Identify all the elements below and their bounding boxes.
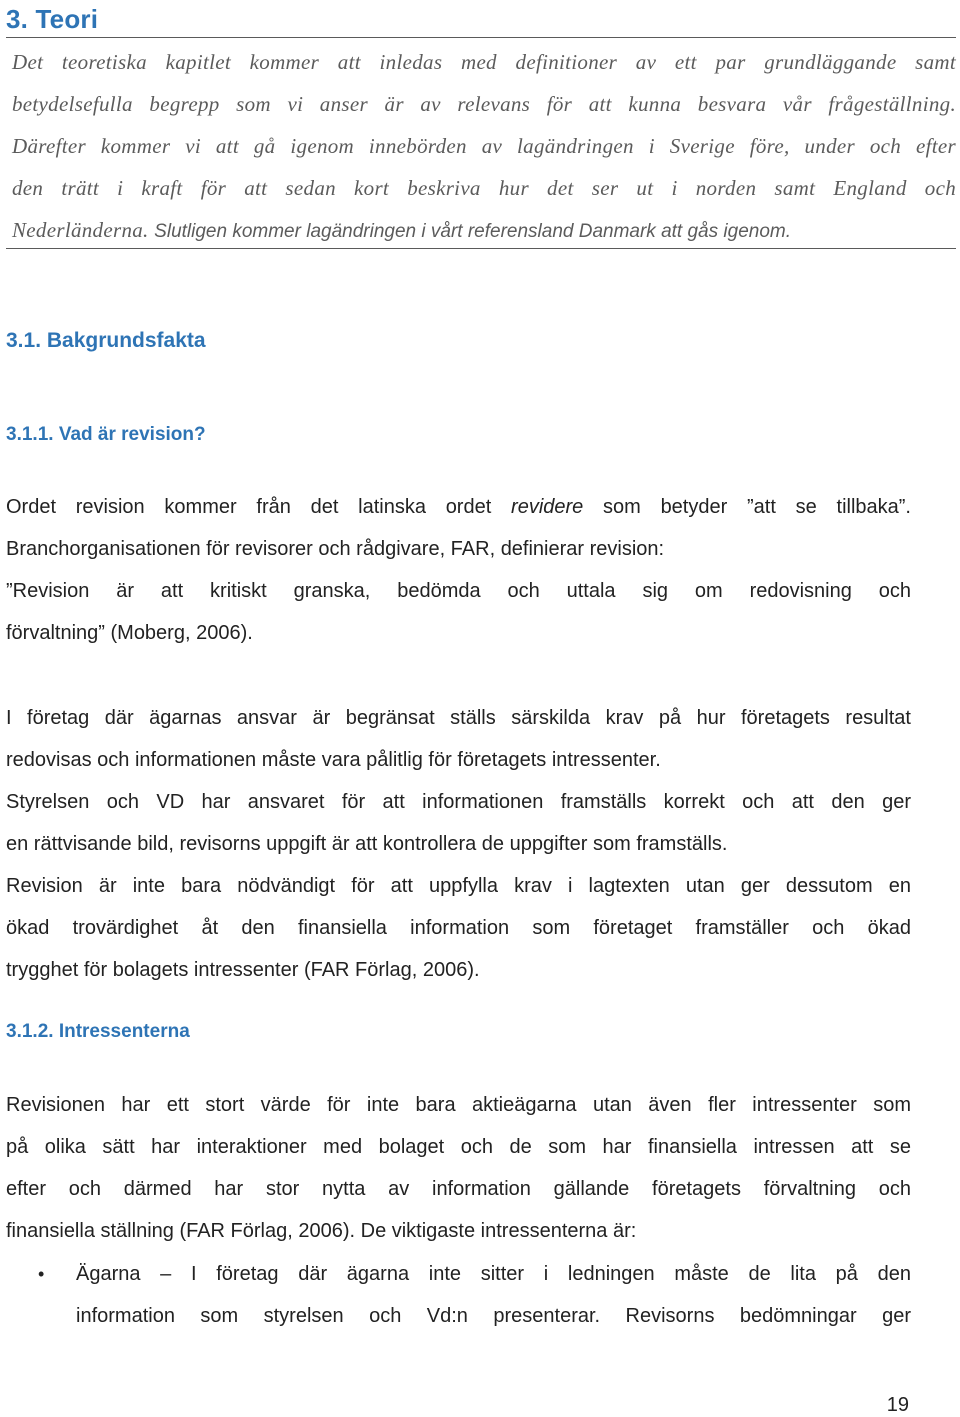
intro-top-rule — [6, 37, 956, 38]
list-item — [6, 1253, 911, 1337]
paragraph-line: Styrelsen och VD har ansvaret för att informationen framställs korrekt och att den ger — [6, 791, 911, 813]
latin-term: revidere — [511, 496, 584, 518]
intro-line: Därefter kommer vi att gå igenom innebörden av lagändringen i Sverige före, under och efter — [12, 134, 956, 158]
intro-line: den trätt i kraft för att sedan kort beskriva hur det ser ut i norden samt England och — [12, 176, 956, 200]
paragraph-line: I företag där ägarnas ansvar är begränsat ställs särskilda krav på hur företagets resultat — [6, 707, 911, 729]
paragraph-line: trygghet för bolagets intressenter (FAR Förlag, 2006). — [6, 959, 480, 981]
subsection-heading-vad-ar-revision: 3.1.1. Vad är revision? — [6, 424, 206, 445]
chapter-title: 3. Teori — [6, 4, 99, 34]
section-heading-bakgrundsfakta: 3.1. Bakgrundsfakta — [6, 329, 206, 352]
paragraph-line: efter och därmed har stor nytta av information gällande företagets förvaltning och — [6, 1178, 911, 1200]
paragraph-line: redovisas och informationen måste vara pålitlig för företagets intressenter. — [6, 749, 661, 771]
paragraph-line: Revision är inte bara nödvändigt för att uppfylla krav i lagtexten utan ger dessutom en — [6, 875, 911, 897]
chapter-intro — [12, 41, 956, 253]
paragraph-line: ”Revision är att kritiskt granska, bedömda och uttala sig om redovisning och — [6, 580, 911, 602]
intro-line: Det teoretiska kapitlet kommer att inledas med definitioner av ett par grundläggande samt — [12, 50, 956, 74]
intro-line — [12, 209, 956, 253]
bullet-icon: • — [38, 1264, 45, 1284]
paragraph-line: förvaltning” (Moberg, 2006). — [6, 622, 253, 644]
stakeholder-list — [6, 1253, 911, 1337]
paragraph-line: ökad trovärdighet åt den finansiella information som företaget framställer och ökad — [6, 917, 911, 939]
text-run: som betyder ”att se tillbaka”. — [583, 496, 911, 518]
text-run: Ordet revision kommer från det latinska ordet — [6, 496, 512, 518]
intro-line-part: Slutligen kommer lagändringen i vårt referensland Danmark att gås igenom. — [154, 221, 791, 242]
paragraph-revision-definition — [6, 486, 911, 654]
paragraph-line: på olika sätt har interaktioner med bolaget och de som har finansiella intressen att se — [6, 1136, 911, 1158]
subsection-heading-intressenterna: 3.1.2. Intressenterna — [6, 1021, 190, 1042]
list-item-line: information som styrelsen och Vd:n presenterar. Revisorns bedömningar ger — [76, 1305, 911, 1327]
intro-bottom-rule — [6, 248, 956, 249]
list-item-line: Ägarna – I företag där ägarna inte sitter i ledningen måste de lita på den — [76, 1263, 911, 1285]
paragraph-revision-purpose — [6, 697, 911, 991]
paragraph-line — [6, 486, 911, 528]
intro-line-part: Nederländerna. — [12, 218, 149, 242]
page-number: 19 — [886, 1394, 909, 1416]
paragraph-line: Revisionen har ett stort värde för inte bara aktieägarna utan även fler intressenter som — [6, 1094, 911, 1116]
paragraph-line: Branchorganisationen för revisorer och rådgivare, FAR, definierar revision: — [6, 538, 665, 560]
paragraph-line: finansiella ställning (FAR Förlag, 2006). De viktigaste intressenterna är: — [6, 1220, 637, 1242]
intro-line: betydelsefulla begrepp som vi anser är av relevans för att kunna besvara vår frågeställning. — [12, 92, 956, 116]
paragraph-line: en rättvisande bild, revisorns uppgift är att kontrollera de uppgifter som framställs. — [6, 833, 728, 855]
paragraph-intressenter — [6, 1084, 911, 1252]
